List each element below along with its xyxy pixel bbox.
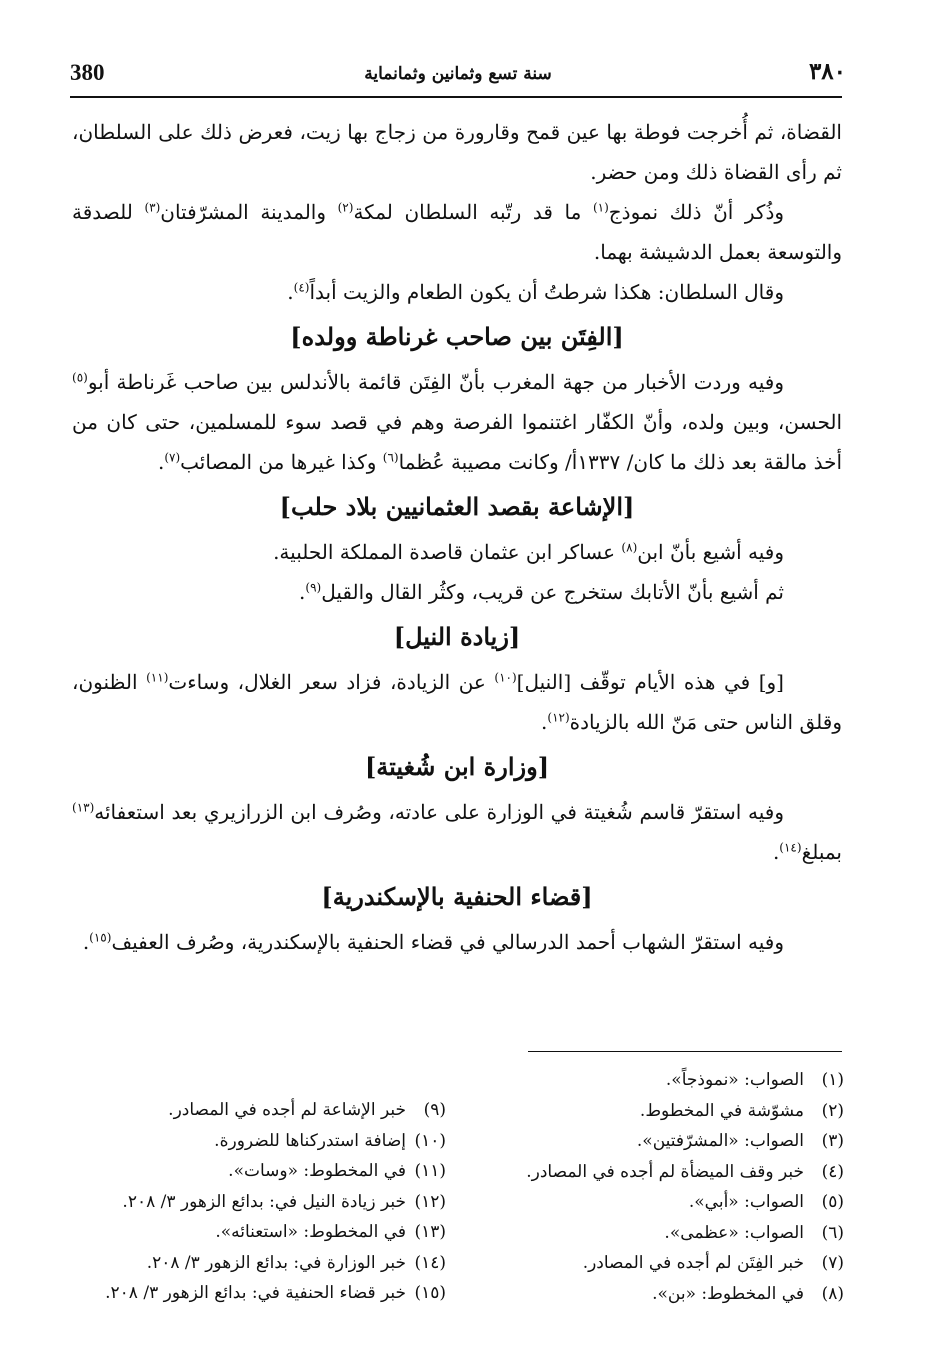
header-rule bbox=[70, 96, 842, 98]
footnote-text: الصواب: «أبي». bbox=[688, 1192, 804, 1212]
text-span: عن الزيادة، فزاد سعر الغلال، وساءت bbox=[168, 670, 495, 694]
footnote-item bbox=[504, 1126, 844, 1157]
section-heading-fitan: [الفِتَن بين صاحب غرناطة وولده] bbox=[290, 322, 624, 351]
main-text bbox=[72, 112, 842, 962]
footnote-ref-6: (٦) bbox=[382, 450, 399, 465]
text-span: . bbox=[157, 450, 165, 474]
footnote-ref-4: (٤) bbox=[293, 280, 310, 295]
paragraph-1: القضاة، ثم أُخرجت فوطة بها عين قمح وقارورة من زجاج بها زيت، فعرض ذلك على السلطان، ثم رأى القضاة ذلك ومن حضر. bbox=[72, 120, 842, 184]
text-span: وفيه وردت الأخبار من جهة المغرب بأنّ الفِتَن قائمة بالأندلس بين صاحب غَرناطة أبو bbox=[87, 370, 784, 394]
footnote-number: (١٤) bbox=[414, 1252, 446, 1273]
section-heading-qada: [قضاء الحنفية بالإسكندرية] bbox=[321, 882, 593, 911]
footnote-text: الصواب: «نموذجاً». bbox=[665, 1070, 804, 1090]
footnote-number: (١٣) bbox=[414, 1222, 446, 1242]
footnote-item bbox=[504, 1065, 844, 1096]
section-heading-nile: [زيادة النيل] bbox=[393, 622, 521, 651]
text-span: [و] في هذه الأيام توقّف [النيل] bbox=[516, 670, 784, 694]
running-header bbox=[70, 56, 846, 92]
text-span: . bbox=[82, 930, 90, 954]
footnote-number: (١٢) bbox=[414, 1191, 446, 1212]
footnote-ref-7: (٧) bbox=[164, 450, 181, 465]
footnote-item bbox=[66, 1248, 446, 1279]
footnote-text: إضافة استدركناها للضرورة. bbox=[214, 1130, 406, 1151]
footnote-item bbox=[504, 1187, 844, 1218]
footnote-text: خبر زيادة النيل في: بدائع الزهور ٣/ ٢٠٨. bbox=[122, 1191, 406, 1212]
section-heading-wizara: [وزارة ابن شُغيتة] bbox=[364, 752, 550, 781]
text-span: الظنون، وقلق الناس حتى مَنّ الله بالزيادة bbox=[72, 670, 842, 734]
footnote-number: (٥) bbox=[821, 1192, 844, 1212]
text-span: وفيه استقرّ الشهاب أحمد الدرسالي في قضاء الحنفية بالإسكندرية، وصُرف العفيف bbox=[111, 930, 784, 954]
text-span: ثم أشيع بأنّ الأتابك ستخرج عن قريب، وكثُر القال والقيل bbox=[321, 580, 784, 604]
footnote-text: الصواب: «عظمى». bbox=[664, 1222, 804, 1243]
footnote-ref-11: (١١) bbox=[146, 670, 169, 685]
footnote-item bbox=[504, 1218, 844, 1249]
footnote-number: (١) bbox=[821, 1070, 844, 1090]
text-span: . bbox=[541, 710, 548, 734]
footnote-text: في المخطوط: «وسات». bbox=[228, 1161, 406, 1181]
footnote-item bbox=[66, 1156, 446, 1187]
paragraph-5 bbox=[72, 532, 842, 572]
footnote-ref-10: (١٠) bbox=[494, 670, 517, 685]
footnote-number: (٧) bbox=[821, 1253, 844, 1273]
footnote-item bbox=[66, 1126, 446, 1157]
page-number-arabic: ٣٨٠ bbox=[808, 58, 846, 85]
text-span: وكذا غيرها من المصائب bbox=[180, 450, 383, 474]
footnote-text: خبر الفِتَن لم أجده في المصادر. bbox=[582, 1253, 804, 1273]
footnote-item bbox=[504, 1279, 844, 1310]
footnote-item bbox=[504, 1157, 844, 1188]
footnote-text: خبر وقف الميضأة لم أجده في المصادر. bbox=[526, 1161, 804, 1182]
paragraph-3 bbox=[72, 272, 842, 312]
text-span: بمبلغ bbox=[801, 840, 842, 864]
footnote-item bbox=[66, 1278, 446, 1309]
footnote-number: (٤) bbox=[821, 1161, 844, 1182]
footnote-item bbox=[66, 1217, 446, 1248]
footnote-ref-14: (١٤) bbox=[779, 840, 802, 855]
paragraph-7 bbox=[72, 662, 842, 742]
paragraph-2 bbox=[72, 192, 842, 272]
paragraph-6 bbox=[72, 572, 842, 612]
footnote-item bbox=[504, 1248, 844, 1279]
text-span: وفيه استقرّ قاسم شُغيتة في الوزارة على عادته، وصُرف ابن الزرازيري بعد استعفائه bbox=[94, 800, 784, 824]
footnote-ref-3: (٣) bbox=[144, 200, 161, 215]
text-span: الحسن، وبين ولده، وأنّ الكفّار اغتنموا الفرصة وهم في قصد سوء للمسلمين، حتى كان من أخذ مالقة بعد ذلك ما كان/ ١٣٣٧أ/ وكانت مصيبة عُظما bbox=[72, 410, 842, 474]
footnote-text: في المخطوط: «استعنائه». bbox=[215, 1222, 406, 1242]
footnote-ref-12: (١٢) bbox=[547, 710, 570, 725]
footnote-item bbox=[66, 1095, 446, 1126]
text-span: ما قد رتّبه السلطان لمكة bbox=[353, 200, 593, 224]
footnote-number: (٨) bbox=[821, 1283, 844, 1304]
text-span: وذُكر أنّ ذلك نموذج bbox=[608, 200, 785, 224]
footnote-item bbox=[504, 1096, 844, 1127]
section-heading-ishaa: [الإشاعة بقصد العثمانيين بلاد حلب] bbox=[279, 492, 635, 521]
text-span: . bbox=[287, 280, 294, 304]
footnote-number: (١٠) bbox=[414, 1130, 446, 1151]
footnote-ref-15: (١٥) bbox=[89, 930, 112, 945]
footnote-ref-2: (٢) bbox=[337, 200, 354, 215]
footnotes-column-left bbox=[66, 1095, 446, 1309]
text-span: وقال السلطان: هكذا شرطتُ أن يكون الطعام والزيت أبداً bbox=[309, 280, 784, 304]
paragraph-4 bbox=[72, 362, 842, 482]
footnote-text: خبر قضاء الحنفية في: بدائع الزهور ٣/ ٢٠٨. bbox=[105, 1283, 406, 1303]
footnotes-column-right bbox=[504, 1065, 844, 1309]
footnote-rule bbox=[528, 1051, 842, 1052]
footnote-number: (٢) bbox=[821, 1100, 844, 1121]
text-span: . bbox=[772, 840, 780, 864]
paragraph-8 bbox=[72, 792, 842, 872]
footnote-number: (٦) bbox=[821, 1222, 844, 1243]
text-span: عساكر ابن عثمان قاصدة المملكة الحلبية. bbox=[273, 540, 622, 564]
running-title: سنة تسع وثمانين وثمانماية bbox=[364, 64, 552, 84]
paragraph-9 bbox=[72, 922, 842, 962]
footnote-text: الصواب: «المشرّفتين». bbox=[636, 1131, 804, 1151]
page-number-latin: 380 bbox=[70, 60, 105, 85]
footnote-number: (١٥) bbox=[414, 1283, 446, 1303]
footnote-number: (٣) bbox=[821, 1131, 844, 1151]
text-span: وفيه أشيع بأنّ ابن bbox=[637, 540, 784, 564]
footnote-text: مشوّشة في المخطوط. bbox=[639, 1100, 804, 1121]
text-span: . bbox=[299, 580, 306, 604]
footnote-item bbox=[66, 1187, 446, 1218]
footnote-ref-13: (١٣) bbox=[72, 800, 95, 815]
footnote-ref-1: (١) bbox=[592, 200, 609, 215]
footnote-number: (٩) bbox=[423, 1100, 446, 1120]
text-span: للصدقة والتوسعة بعمل الدشيشة بهما. bbox=[72, 200, 842, 264]
footnote-number: (١١) bbox=[414, 1161, 446, 1181]
footnote-text: في المخطوط: «بن». bbox=[652, 1283, 804, 1304]
text-span: والمدينة المشرّفتان bbox=[160, 200, 338, 224]
footnote-ref-9: (٩) bbox=[305, 580, 322, 595]
footnote-ref-5: (٥) bbox=[72, 370, 88, 385]
footnote-text: خبر الوزارة في: بدائع الزهور ٣/ ٢٠٨. bbox=[146, 1252, 406, 1273]
footnote-ref-8: (٨) bbox=[621, 540, 638, 555]
footnote-text: خبر الإشاعة لم أجده في المصادر. bbox=[168, 1100, 406, 1120]
